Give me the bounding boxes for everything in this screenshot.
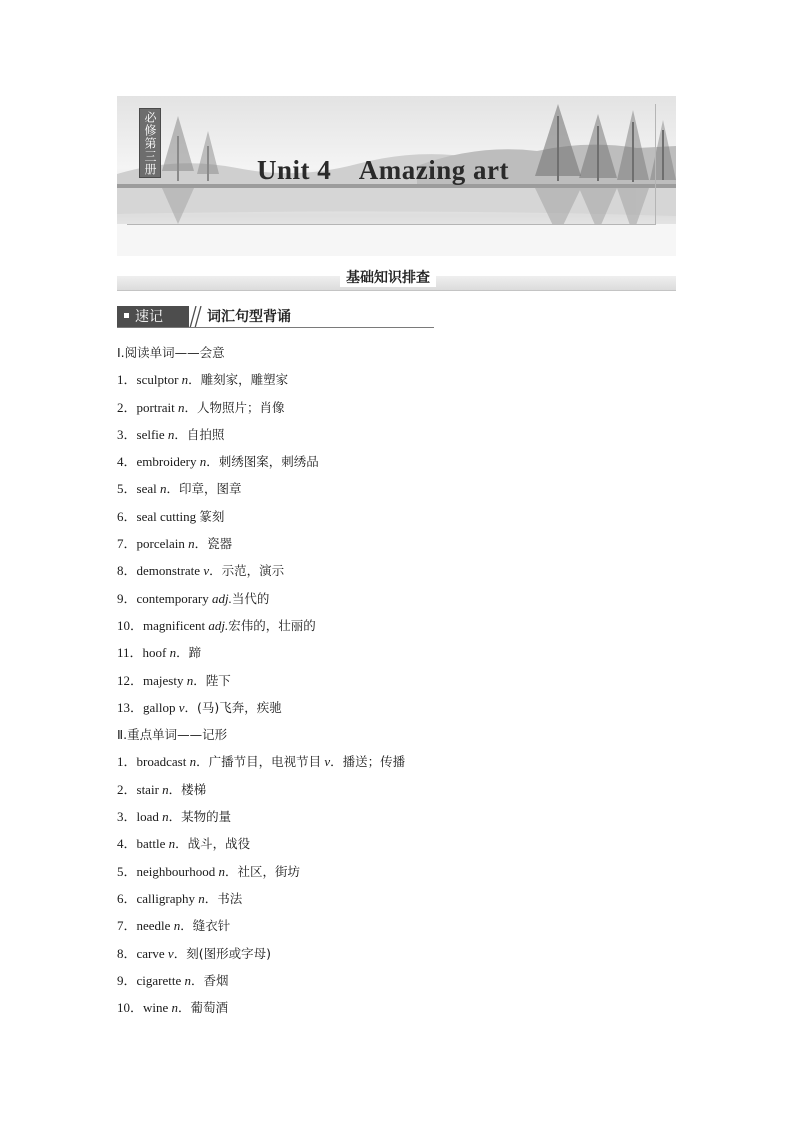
- item-meaning: ．印章，图章: [166, 481, 242, 497]
- item-number: 8．: [117, 945, 137, 961]
- item-number: 11．: [117, 645, 143, 661]
- item-part-of-speech: n: [218, 863, 225, 879]
- section-heading-number: Ⅰ.: [117, 345, 125, 360]
- item-part-of-speech: n: [159, 481, 167, 497]
- item-word: stair: [136, 781, 159, 797]
- list-item: [117, 945, 677, 972]
- item-word: embroidery: [136, 454, 197, 470]
- item-meaning: 宏伟的，壮丽的: [228, 617, 316, 633]
- item-meaning: ．社区，街坊: [224, 863, 300, 879]
- item-number: 12．: [117, 672, 144, 688]
- list-item: [117, 972, 677, 999]
- item-word: seal: [136, 481, 157, 497]
- item-word: portrait: [136, 399, 175, 415]
- item-part-of-speech: n: [171, 1000, 179, 1016]
- section-heading-text: 阅读单词——会意: [124, 345, 225, 360]
- item-number: 4．: [117, 836, 137, 852]
- item-part-of-speech: n: [162, 781, 169, 797]
- item-meaning: ．瓷器: [194, 536, 233, 552]
- item-word: calligraphy: [136, 890, 195, 906]
- tag-underline: [117, 327, 434, 328]
- list-item: [117, 590, 677, 617]
- vocabulary-list: [117, 344, 677, 1026]
- item-word: gallop: [143, 699, 176, 715]
- slash-divider-icon: [187, 306, 203, 328]
- item-meaning: ．陛下: [193, 672, 231, 688]
- list-item: [117, 753, 677, 780]
- item-word: battle: [136, 836, 166, 852]
- item-word: wine: [143, 1000, 169, 1016]
- item-number: 3．: [117, 809, 137, 825]
- list-item: [117, 562, 677, 589]
- item-number: 7．: [117, 536, 137, 552]
- list-item: [117, 399, 677, 426]
- item-number: 10．: [117, 1000, 144, 1016]
- list-item: [117, 644, 677, 671]
- square-bullet-icon: [124, 313, 129, 318]
- item-word: load: [136, 809, 159, 825]
- item-meaning: ．广播节目，电视节目: [196, 754, 322, 770]
- item-meaning: ．楼梯: [168, 781, 207, 797]
- item-meaning: 篆刻: [199, 508, 225, 524]
- item-number: 6．: [117, 508, 137, 524]
- item-number: 2．: [117, 781, 137, 797]
- list-item: [117, 617, 677, 644]
- item-number: 9．: [117, 590, 137, 606]
- item-part-of-speech: n: [181, 372, 189, 388]
- item-number: 1．: [117, 372, 137, 388]
- item-number: 5．: [117, 481, 137, 497]
- tag-dark-box: [117, 306, 189, 328]
- list-item: [117, 781, 677, 808]
- list-item: [117, 535, 677, 562]
- item-meaning: ．某物的量: [168, 809, 232, 825]
- list-item: [117, 371, 677, 398]
- item-meaning: ．蹄: [176, 645, 202, 661]
- item-part-of-speech: n: [189, 754, 197, 770]
- item-meaning: ．(马)飞奔，疾驰: [184, 699, 282, 715]
- item-word: magnificent: [143, 617, 206, 633]
- item-number: 5．: [117, 863, 137, 879]
- item-meaning: ．战斗，战役: [175, 836, 251, 852]
- unit-banner: [117, 96, 676, 256]
- quick-memo-tag: [117, 306, 434, 328]
- item-part-of-speech: v: [324, 754, 331, 770]
- item-part-of-speech: n: [162, 809, 169, 825]
- item-meaning: ．雕刻家，雕塑家: [188, 372, 289, 388]
- item-meaning: 当代的: [231, 590, 270, 606]
- item-part-of-speech: v: [167, 945, 174, 961]
- list-item: [117, 508, 677, 535]
- item-part-of-speech: n: [198, 890, 205, 906]
- section-heading: [117, 344, 677, 371]
- item-meaning: ．播送；传播: [330, 754, 406, 770]
- item-number: 6．: [117, 890, 137, 906]
- unit-title: Unit 4 Amazing art: [257, 155, 509, 185]
- item-part-of-speech: n: [188, 536, 195, 552]
- item-meaning: ．刻(图形或字母): [173, 945, 271, 961]
- item-word: majesty: [143, 672, 184, 688]
- item-part-of-speech: n: [178, 399, 185, 415]
- part2-items: [117, 753, 677, 1026]
- section-heading-number: Ⅱ.: [117, 727, 128, 743]
- item-word: selfie: [136, 426, 165, 442]
- item-word: cigarette: [136, 972, 182, 988]
- item-number: 13．: [117, 699, 144, 715]
- item-word: seal cutting: [136, 508, 197, 524]
- item-meaning: ．刺绣图案，刺绣品: [206, 454, 319, 470]
- item-number: 8．: [117, 563, 137, 579]
- item-word: needle: [136, 918, 171, 934]
- volume-tab-label: 必修第三册: [143, 110, 157, 176]
- item-part-of-speech: n: [173, 918, 181, 934]
- item-word: carve: [136, 945, 165, 961]
- section-title: 基础知识排查: [340, 267, 436, 287]
- list-item: [117, 999, 677, 1026]
- item-part-of-speech: n: [186, 672, 194, 688]
- list-item: [117, 808, 677, 835]
- item-part-of-speech: n: [199, 454, 207, 470]
- item-meaning: ．香烟: [191, 972, 229, 988]
- list-item: [117, 699, 677, 726]
- tag-dark-label: 速记: [135, 309, 163, 325]
- list-item: [117, 480, 677, 507]
- item-number: 10．: [117, 617, 144, 633]
- part1-items: [117, 371, 677, 726]
- item-part-of-speech: n: [184, 972, 192, 988]
- item-number: 3．: [117, 426, 137, 442]
- item-meaning: ．缝衣针: [180, 918, 231, 934]
- item-number: 7．: [117, 918, 137, 934]
- item-number: 4．: [117, 454, 137, 470]
- item-number: 1．: [117, 754, 137, 770]
- tag-label: 词汇句型背诵: [207, 309, 291, 325]
- item-part-of-speech: adj.: [211, 590, 232, 606]
- item-word: broadcast: [136, 754, 187, 770]
- section-heading-text: 重点单词——记形: [127, 727, 228, 743]
- item-number: 2．: [117, 399, 137, 415]
- item-part-of-speech: n: [168, 836, 176, 852]
- item-part-of-speech: v: [178, 699, 185, 715]
- item-word: sculptor: [136, 372, 179, 388]
- item-word: demonstrate: [136, 563, 201, 579]
- item-part-of-speech: n: [167, 426, 175, 442]
- item-word: hoof: [142, 645, 167, 661]
- item-word: neighbourhood: [136, 863, 216, 879]
- item-meaning: ．书法: [204, 890, 243, 906]
- list-item: [117, 863, 677, 890]
- item-part-of-speech: adj.: [208, 617, 229, 633]
- list-item: [117, 453, 677, 480]
- list-item: [117, 672, 677, 699]
- list-item: [117, 917, 677, 944]
- section-heading: [117, 726, 677, 753]
- item-word: porcelain: [136, 536, 185, 552]
- item-number: 9．: [117, 972, 137, 988]
- item-meaning: ．人物照片；肖像: [184, 399, 285, 415]
- item-part-of-speech: n: [169, 645, 177, 661]
- list-item: [117, 426, 677, 453]
- item-word: contemporary: [136, 590, 209, 606]
- item-meaning: ．葡萄酒: [178, 1000, 229, 1016]
- volume-tab: [139, 108, 161, 178]
- list-item: [117, 890, 677, 917]
- item-meaning: ．示范，演示: [209, 563, 285, 579]
- list-item: [117, 835, 677, 862]
- item-meaning: ．自拍照: [174, 426, 225, 442]
- item-part-of-speech: v: [203, 563, 210, 579]
